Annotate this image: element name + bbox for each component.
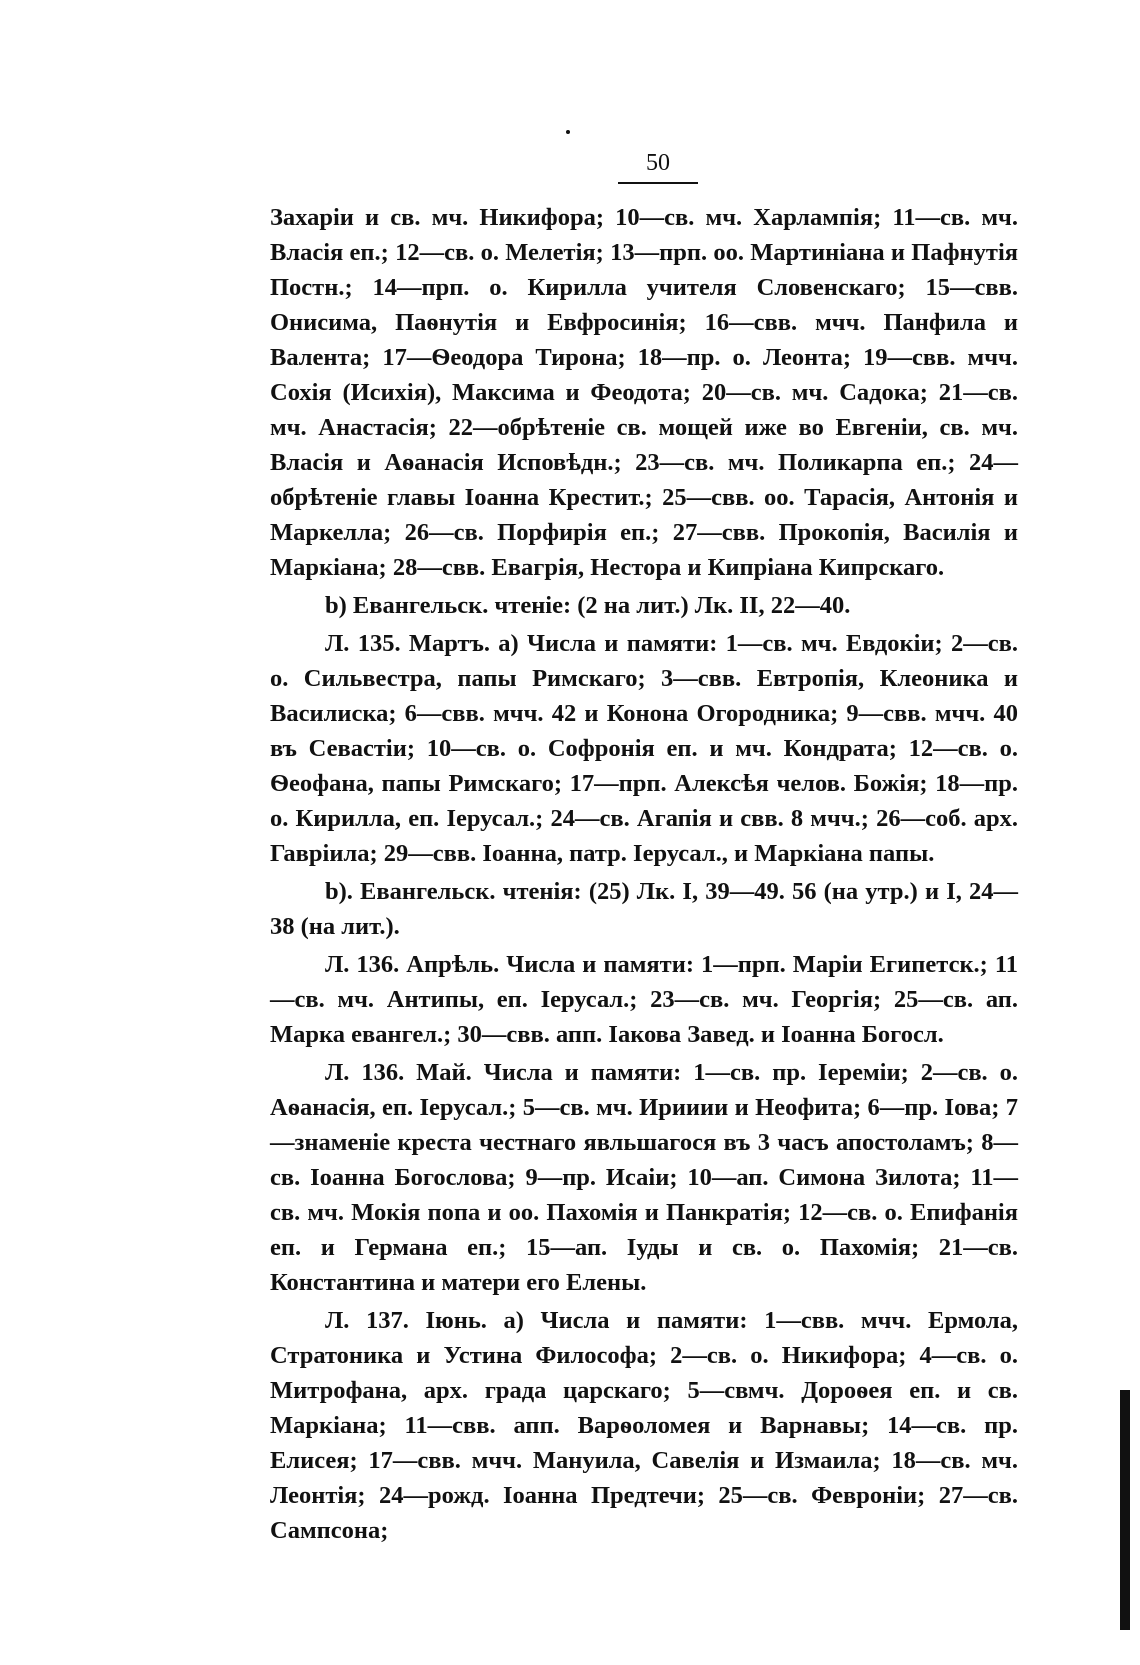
body-text [270, 200, 1018, 1551]
ink-dot [566, 130, 570, 134]
paragraph-june: Л. 137. Іюнь. a) Числа и памяти: 1—свв. мчч. Ермола, Стратоника и Устина Философа; 2—св. о. Никифора; 4—св. о. Митрофана, арх. града царскаго; 5—свмч. Дороѳея еп. и св. Маркіана; 11—свв. апп. Варѳоломея и Варнавы; 14—св. пр. Елисея; 17—свв. мчч. Мануила, Савелія и Измаила; 18—св. мч. Леонтія; 24—рожд. Іоанна Предтечи; 25—св. Февроніи; 27—св. Сампсона; [270, 1307, 1018, 1544]
page-number-rule [618, 182, 698, 184]
page-number: 50 [646, 150, 670, 176]
paragraph-march: Л. 135. Мартъ. a) Числа и памяти: 1—св. мч. Евдокіи; 2—св. о. Сильвестра, папы Римскаго; 3—свв. Евтропія, Клеоника и Василиска; 6—свв. мчч. 42 и Конона Огородника; 9—свв. мчч. 40 въ Севастіи; 10—св. о. Софронія еп. и мч. Кондрата; 12—св. о. Ѳеофана, папы Римскаго; 17—прп. Алексѣя челов. Божія; 18—пр. о. Кирилла, еп. Іерусал.; 24—св. Агапія и свв. 8 мчч.; 26—соб. арх. Гавріила; 29—свв. Іоанна, патр. Іерусал., и Маркіана папы. [270, 630, 1018, 867]
paragraph-april: Л. 136. Апрѣль. Числа и памяти: 1—прп. Маріи Египетск.; 11—св. мч. Антипы, еп. Іерусал.; 23—св. мч. Георгія; 25—св. ап. Марка евангел.; 30—свв. апп. Іакова Завед. и Іоанна Богосл. [270, 951, 1018, 1048]
paragraph-february-gospel: b) Евангельск. чтеніе: (2 на лит.) Лк. II, 22—40. [325, 592, 851, 619]
paragraph-march-gospel: b). Евангельск. чтенія: (25) Лк. I, 39—49. 56 (на утр.) и I, 24—38 (на лит.). [270, 878, 1018, 940]
paragraph-february-continued: Захаріи и св. мч. Никифора; 10—св. мч. Харлампія; 11—св. мч. Власія еп.; 12—св. о. Мелетія; 13—прп. оо. Мартиніана и Пафнутія Постн.; 14—прп. о. Кирилла учителя Словенскаго; 15—свв. Онисима, Паѳнутія и Евфросинія; 16—свв. мчч. Панфила и Валента; 17—Ѳеодора Тирона; 18—пр. о. Леонта; 19—свв. мчч. Сохія (Исихія), Максима и Феодота; 20—св. мч. Садока; 21—св. мч. Анастасія; 22—обрѣтеніе св. мощей иже во Евгеніи, св. мч. Власія и Аѳанасія Исповѣдн.; 23—св. мч. Поликарпа еп.; 24—обрѣтеніе главы Іоанна Крестит.; 25—свв. оо. Тарасія, Антонія и Маркелла; 26—св. Порфирія еп.; 27—свв. Прокопія, Василія и Маркіана; 28—свв. Евагрія, Нестора и Кипріана Кипрскаго. [270, 204, 1018, 581]
scan-edge-bar [1120, 1390, 1130, 1630]
paragraph-may: Л. 136. Май. Числа и памяти: 1—св. пр. Іереміи; 2—св. о. Аѳанасія, еп. Іерусал.; 5—св. мч. Ирииии и Неофита; 6—пр. Іова; 7—знаменіе креста честнаго явльшагося въ 3 часъ апостоламъ; 8—св. Іоанна Богослова; 9—пр. Исаіи; 10—ап. Симона Зилота; 11—св. мч. Мокія попа и оо. Пахомія и Панкратія; 12—св. о. Епифанія еп. и Германа еп.; 15—ап. Іуды и св. о. Пахомія; 21—св. Константина и матери его Елены. [270, 1059, 1018, 1296]
